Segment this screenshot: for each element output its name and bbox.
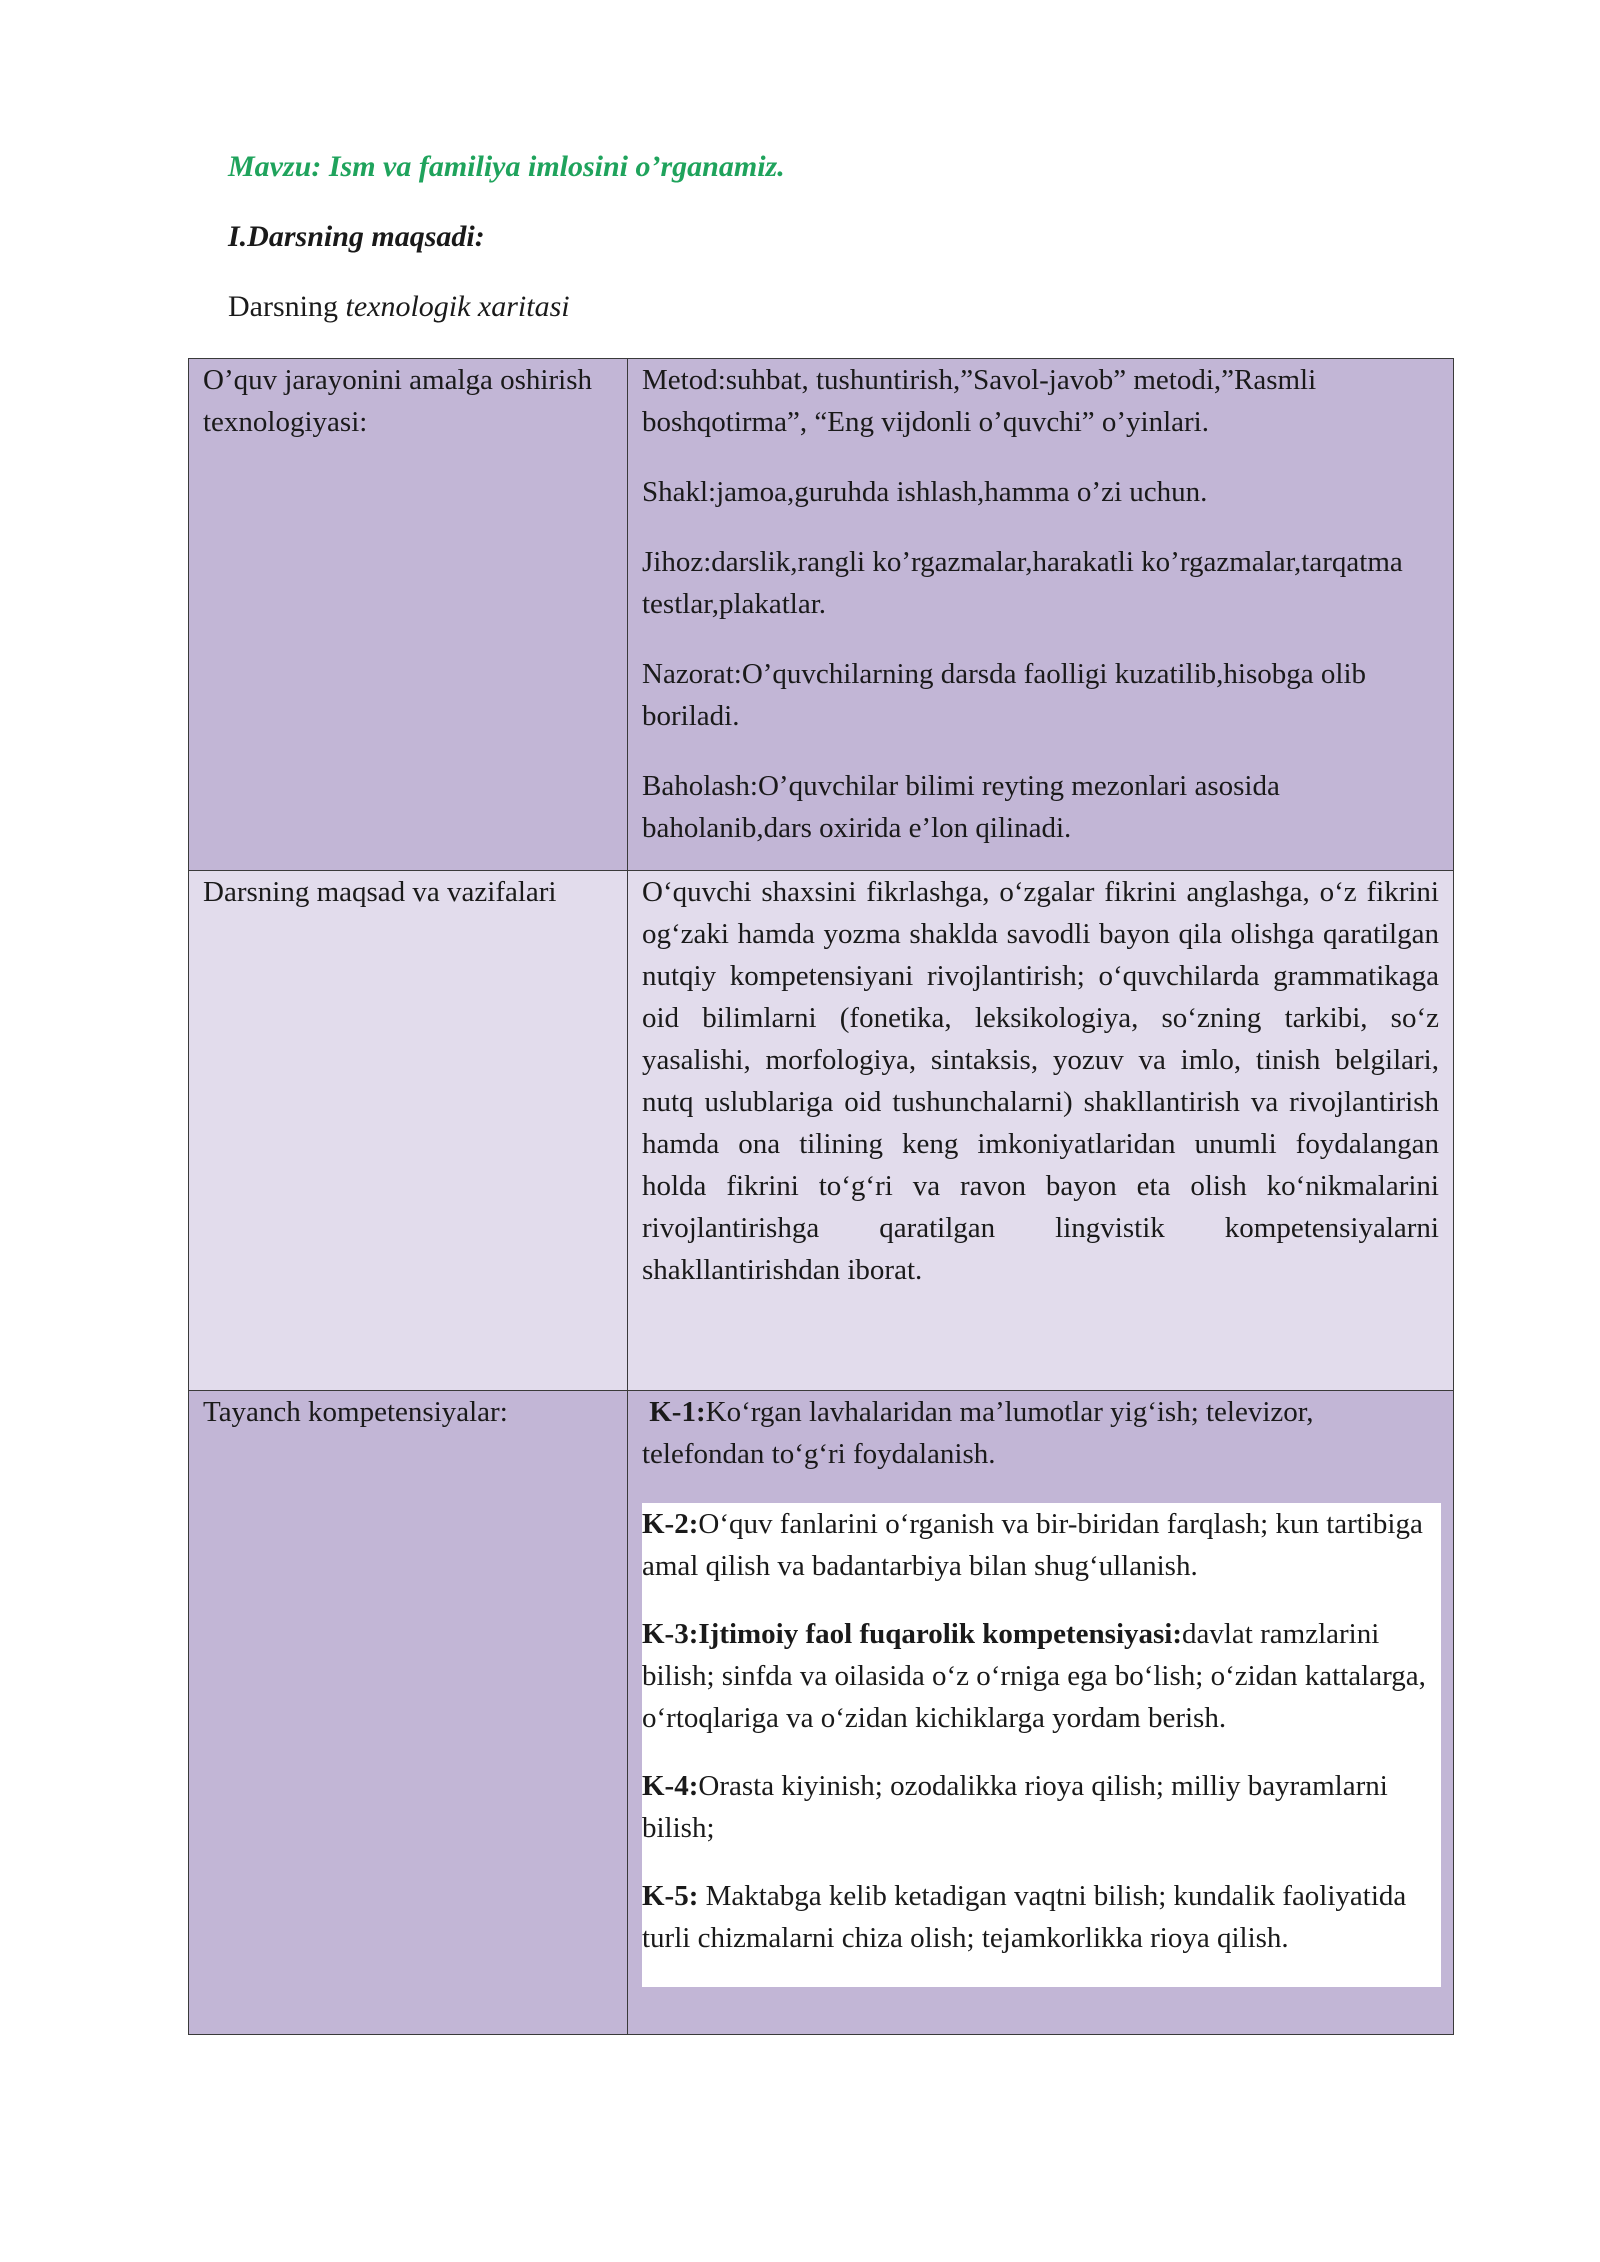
method-text: Metod:suhbat, tushuntirish,”Savol-javob” metodi,”Rasmli boshqotirma”, “Eng vijdonli o’quvchi” o’yinlari. (642, 364, 1317, 438)
competency-text: Ko‘rgan lavhalaridan ma’lumotlar yig‘ish; televizor, telefondan to‘g‘ri foydalanish. (642, 1396, 1314, 1470)
competency-k2 (642, 1503, 1441, 1587)
competency-key: K-2: (642, 1508, 699, 1540)
competency-k1 (642, 1391, 1439, 1475)
competency-key: K-3:Ijtimoiy faol fuqarolik kompetensiyasi: (642, 1618, 1182, 1650)
competency-k5 (642, 1875, 1441, 1959)
competency-key: K-4: (642, 1770, 699, 1802)
competency-key: K-5: (642, 1880, 699, 1912)
technology-map-table (188, 358, 1454, 2035)
map-title-italic: texnologik xaritasi (345, 290, 570, 323)
row-label-cell (189, 1391, 628, 2035)
form-text: Shakl:jamoa,guruhda ishlash,hamma o’zi uchun. (642, 476, 1208, 508)
aim-heading: I.Darsning maqsadi: (228, 220, 485, 253)
topic-title: Mavzu: Ism va familiya imlosini o’rganamiz. (228, 150, 785, 183)
map-title (228, 290, 570, 324)
row-label: O’quv jarayonini amalga oshirish texnologiyasi: (203, 364, 592, 438)
equipment-text: Jihoz:darslik,rangli ko’rgazmalar,harakatli ko’rgazmalar,tarqatma testlar,plakatlar. (642, 546, 1403, 620)
assessment-text: Baholash:O’quvchilar bilimi reyting mezonlari asosida baholanib,dars oxirida e’lon qilinadi. (642, 770, 1280, 844)
control-text: Nazorat:O’quvchilarning darsda faolligi kuzatilib,hisobga olib boriladi. (642, 658, 1366, 732)
row-label-cell (189, 359, 628, 871)
competency-text: O‘quv fanlarini o‘rganish va bir-biridan farqlash; kun tartibiga amal qilish va badantarbiya bilan shug‘ullanish. (642, 1508, 1423, 1582)
row-content-cell (628, 359, 1454, 871)
map-title-plain: Darsning (228, 290, 346, 323)
table-row (189, 871, 1454, 1391)
competency-box (642, 1503, 1441, 1987)
table-row (189, 1391, 1454, 2035)
row-label: Darsning maqsad va vazifalari (203, 876, 557, 908)
row-content-cell (628, 1391, 1454, 2035)
competency-text: Maktabga kelib ketadigan vaqtni bilish; kundalik faoliyatida turli chizmalarni chiza olish; tejamkorlikka rioya qilish. (642, 1880, 1407, 1954)
competency-key: K-1: (649, 1396, 706, 1428)
row-content-cell (628, 871, 1454, 1391)
competency-text: Orasta kiyinish; ozodalikka rioya qilish; milliy bayramlarni bilish; (642, 1770, 1388, 1844)
row-label: Tayanch kompetensiyalar: (203, 1396, 508, 1428)
competency-k3 (642, 1613, 1441, 1739)
competency-k4 (642, 1765, 1441, 1849)
row-label-cell (189, 871, 628, 1391)
competency-text: davlat ramzlarini bilish; sinfda va oilasida o‘z o‘rniga ega bo‘lish; o‘zidan kattalarga, o‘rtoqlariga va o‘zidan kichiklarga yordam berish. (642, 1618, 1426, 1734)
table-row (189, 359, 1454, 871)
goals-text: O‘quvchi shaxsini fikrlashga, o‘zgalar fikrini anglashga, o‘z fikrini og‘zaki hamda yozma shaklda savodli bayon qila olishga qaratilgan nutqiy kompetensiyani rivojlantirish; o‘quvchilarda grammatikaga oid bilimlarni (fonetika, leksikologiya, so‘zning tarkibi, so‘z yasalishi, morfologiya, sintaksis, yozuv va imlo, tinish belgilari, nutq uslublariga oid tushunchalarni) shakllantirish va rivojlantirish hamda ona tilining keng imkoniyatlaridan unumli foydalangan holda fikrini to‘g‘ri va ravon bayon eta olish ko‘nikmalarini rivojlantirishga qaratilgan lingvistik kompetensiyalarni shakllantirishdan iborat. (642, 876, 1439, 1286)
